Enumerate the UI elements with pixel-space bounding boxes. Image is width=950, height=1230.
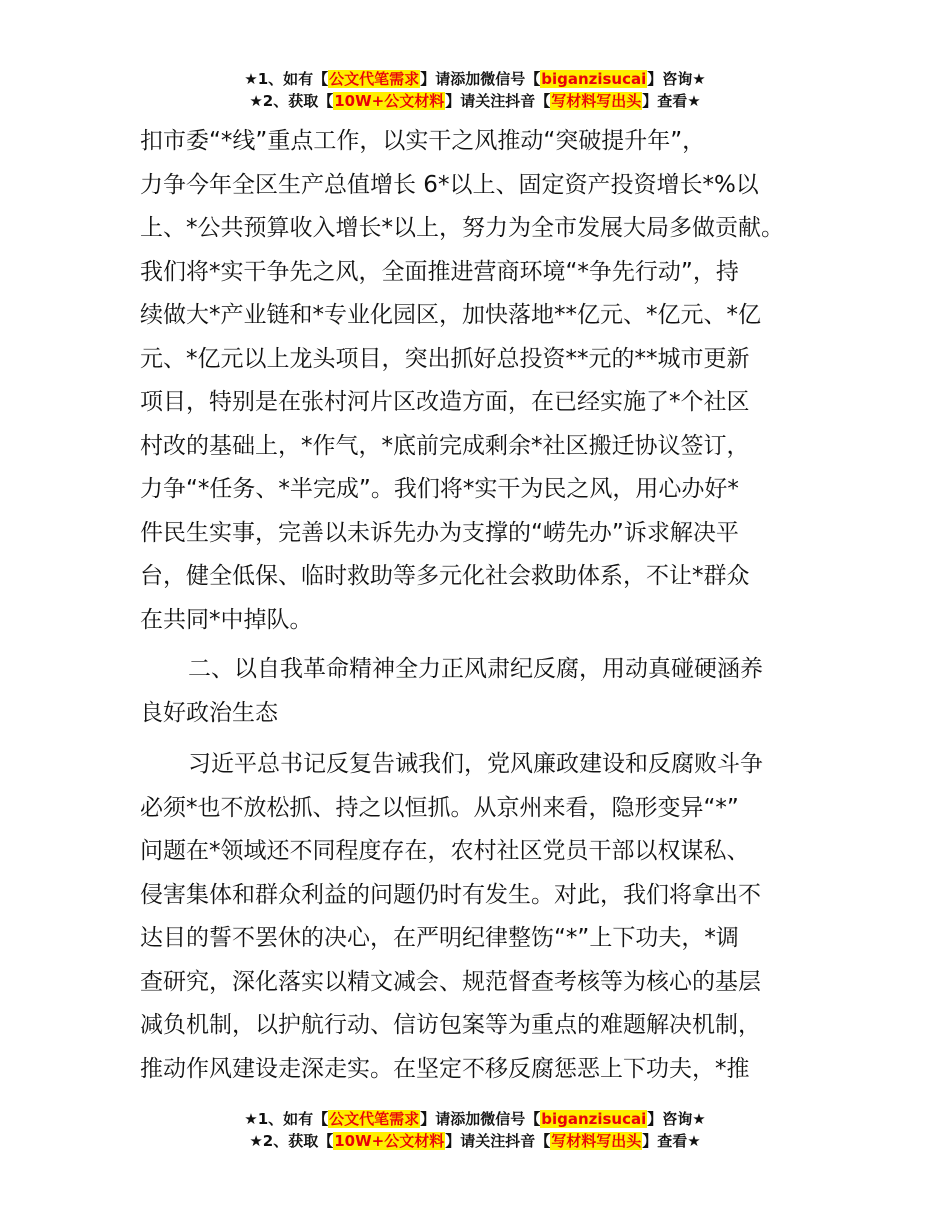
text-line: 力争今年全区生产总值增长 6*以上、固定资产投资增长*%以 [140, 171, 759, 198]
text-line: 在共同*中掉队。 [140, 606, 313, 633]
text-line: 力争“*任务、*半完成”。我们将*实干为民之风，用心办好* [140, 476, 739, 502]
paragraph-2 [140, 743, 820, 1091]
text-line: 续做大*产业链和*专业化园区，加快落地**亿元、*亿元、*亿 [140, 302, 761, 328]
text-line: 我们将*实干争先之风，全面推进营商环境“*争先行动”，持 [140, 258, 739, 285]
highlight-materials: 10W+公文材料 [334, 92, 445, 110]
paragraph-1 [140, 120, 820, 642]
banner-line-1: ★1、如有【公文代笔需求】请添加微信号【biganzisucai】咨询★ [244, 70, 706, 88]
text-line: 查研究，深化落实以精文减会、规范督查考核等为核心的基层 [140, 968, 761, 995]
highlight-materials: 10W+公文材料 [334, 1132, 445, 1150]
section-heading-2 [140, 648, 820, 735]
highlight-douyin: 写材料写出头 [551, 92, 642, 110]
text-line: 扣市委“*线”重点工作，以实干之风推动“突破提升年”， [140, 128, 706, 154]
text-line: 元、*亿元以上龙头项目，突出抓好总投资**元的**城市更新 [140, 345, 750, 372]
text-line: 侵害集体和群众利益的问题仍时有发生。对此，我们将拿出不 [140, 881, 761, 908]
text-line: 减负机制，以护航行动、信访包案等为重点的难题解决机制， [140, 1012, 761, 1038]
header-banner [0, 68, 950, 112]
text-line: 问题在*领域还不同程度存在，农村社区党员干部以权谋私、 [140, 838, 750, 864]
highlight-wechat-id: biganzisucai [541, 1110, 647, 1128]
banner-line-1: ★1、如有【公文代笔需求】请添加微信号【biganzisucai】咨询★ [244, 1110, 706, 1128]
text-line: 上、*公共预算收入增长*以上，努力为全市发展大局多做贡献。 [140, 215, 784, 241]
text-line: 达目的誓不罢休的决心，在严明纪律整饬“*”上下功夫，*调 [140, 925, 739, 951]
highlight-ghostwriting: 公文代笔需求 [329, 1110, 420, 1128]
banner-line-2: ★2、获取【10W+公文材料】请关注抖音【写材料写出头】查看★ [249, 92, 701, 110]
text-line: 件民生实事，完善以未诉先办为支撑的“崂先办”诉求解决平 [140, 519, 739, 546]
heading-line: 良好政治生态 [140, 699, 278, 726]
heading-line: 二、以自我革命精神全力正风肃纪反腐，用动真碰硬涵养 [188, 656, 763, 682]
highlight-wechat-id: biganzisucai [541, 70, 647, 88]
highlight-douyin: 写材料写出头 [551, 1132, 642, 1150]
highlight-ghostwriting: 公文代笔需求 [329, 70, 420, 88]
footer-banner [0, 1108, 950, 1152]
text-line: 项目，特别是在张村河片区改造方面，在已经实施了*个社区 [140, 389, 750, 415]
text-line: 台，健全低保、临时救助等多元化社会救助体系，不让*群众 [140, 563, 750, 589]
text-line: 必须*也不放松抓、持之以恒抓。从京州来看，隐形变异“*” [140, 794, 739, 821]
text-line: 习近平总书记反复告诫我们，党风廉政建设和反腐败斗争 [188, 751, 763, 777]
text-line: 推动作风建设走深走实。在坚定不移反腐惩恶上下功夫，*推 [140, 1055, 750, 1082]
text-line: 村改的基础上，*作气，*底前完成剩余*社区搬迁协议签订， [140, 432, 750, 459]
banner-line-2: ★2、获取【10W+公文材料】请关注抖音【写材料写出头】查看★ [249, 1132, 701, 1150]
